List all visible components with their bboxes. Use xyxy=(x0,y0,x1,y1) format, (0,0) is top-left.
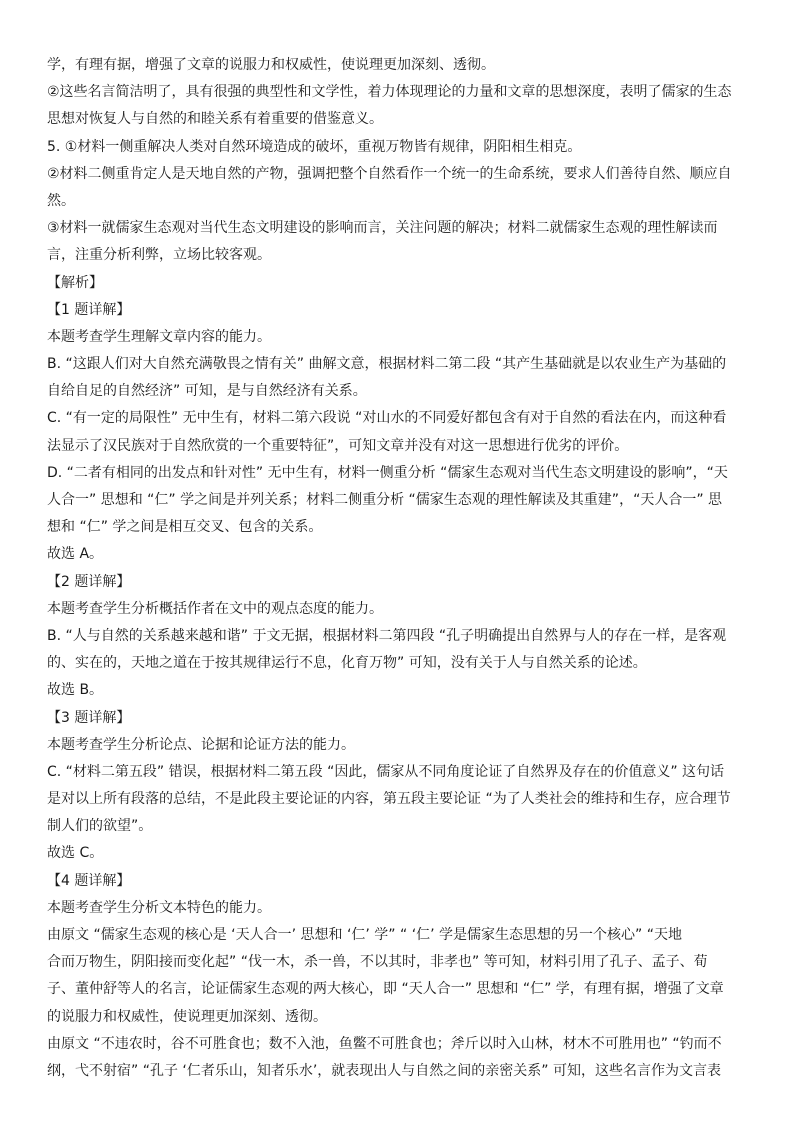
subsection-heading: 【4 题详解】 xyxy=(47,872,131,889)
text-line: ②这些名言简洁明了，具有很强的典型性和文学性，着力体现理论的力量和文章的思想深度，表明了儒家的生态 xyxy=(47,84,732,101)
text-line: 思想对恢复人与自然的和睦关系有着重要的借鉴意义。 xyxy=(47,111,383,128)
text-line: C. “材料二第五段” 错误，根据材料二第五段 “因此，儒家从不同角度论证了自然界及存在的价值意义” 这句话 xyxy=(47,763,725,780)
section-heading: 【解析】 xyxy=(47,274,103,291)
text-line: 5. ①材料一侧重解决人类对自然环境造成的破坏，重视万物皆有规律，阴阳相生相克。 xyxy=(47,138,582,155)
text-line: D. “二者有相同的出发点和针对性” 无中生有，材料一侧重分析 “儒家生态观对当代生态文明建设的影响”，“天 xyxy=(47,464,728,481)
text-line: 的说服力和权威性，使说理更加深刻、透彻。 xyxy=(47,1008,327,1025)
text-line: 本题考查学生分析概括作者在文中的观点态度的能力。 xyxy=(47,600,383,617)
text-line: ②材料二侧重肯定人是天地自然的产物，强调把整个自然看作一个统一的生命系统，要求人们善待自然、顺应自 xyxy=(47,165,732,182)
text-line: 法显示了汉民族对于自然欣赏的一个重要特征”，可知文章并没有对这一思想进行优劣的评价。 xyxy=(47,437,629,454)
text-line: 本题考查学生理解文章内容的能力。 xyxy=(47,328,271,345)
subsection-heading: 【1 题详解】 xyxy=(47,301,131,318)
text-line: 合而万物生，阴阳接而变化起” “伐一木，杀一兽，不以其时，非孝也” 等可知，材料引用了孔子、孟子、荀 xyxy=(47,954,708,971)
text-line: 是对以上所有段落的总结，不是此段主要论证的内容，第五段主要论证 “为了人类社会的维持和生存，应合理节 xyxy=(47,791,731,808)
subsection-heading: 【3 题详解】 xyxy=(47,709,131,726)
text-line: B. “这跟人们对大自然充满敬畏之情有关” 曲解文意，根据材料二第二段 “其产生基础就是以农业生产为基础的 xyxy=(47,356,727,373)
text-line: 想和 “仁” 学之间是相互交叉、包含的关系。 xyxy=(47,519,323,536)
document-page xyxy=(47,52,767,1085)
text-line: ③材料一就儒家生态观对当代生态文明建设的影响而言，关注问题的解决；材料二就儒家生态观的理性解读而 xyxy=(47,220,718,237)
text-line: 由原文 “不违农时，谷不可胜食也；数不入池，鱼鳖不可胜食也；斧斤以时入山林，材木不可胜用也” “钓而不 xyxy=(47,1035,722,1052)
text-line: 自给自足的自然经济” 可知，是与自然经济有关系。 xyxy=(47,383,367,400)
answer-line: 故选 A。 xyxy=(47,546,104,563)
text-line: 人合一” 思想和 “仁” 学之间是并列关系；材料二侧重分析 “儒家生态观的理性解读及其重建”，“天人合一” 思 xyxy=(47,492,723,508)
text-line: 学，有理有据，增强了文章的说服力和权威性，使说理更加深刻、透彻。 xyxy=(47,57,495,73)
text-line: 由原文 “儒家生态观的核心是 ‘天人合一’ 思想和 ‘仁’ 学” “ ‘仁’ 学是儒家生态思想的另一个核心” “天地 xyxy=(47,927,683,943)
text-line: 本题考查学生分析论点、论据和论证方法的能力。 xyxy=(47,736,355,753)
text-line: 然。 xyxy=(47,192,75,209)
text-line: 言，注重分析利弊，立场比较客观。 xyxy=(47,247,271,264)
subsection-heading: 【2 题详解】 xyxy=(47,573,131,590)
text-line: 子、董仲舒等人的名言，论证儒家生态观的两大核心，即 “天人合一” 思想和 “仁” 学，有理有据，增强了文章 xyxy=(47,981,724,998)
text-line: C. “有一定的局限性” 无中生有，材料二第六段说 “对山水的不同爱好都包含有对于自然的看法在内，而这种看 xyxy=(47,410,727,427)
text-line: 制人们的欲望”。 xyxy=(47,818,153,835)
text-line: B. “人与自然的关系越来越和谐” 于文无据，根据材料二第四段 “孔子明确提出自然界与人的存在一样，是客观 xyxy=(47,627,727,644)
text-line: 本题考查学生分析文本特色的能力。 xyxy=(47,899,271,916)
text-line: 的、实在的，天地之道在于按其规律运行不息，化育万物” 可知，没有关于人与自然关系的论述。 xyxy=(47,655,647,672)
text-line: 纲，弋不射宿” “孔子 ‘仁者乐山，知者乐水’，就表现出人与自然之间的亲密关系” 可知，这些名言作为文言表 xyxy=(47,1062,722,1079)
answer-line: 故选 B。 xyxy=(47,682,104,699)
answer-line: 故选 C。 xyxy=(47,845,104,862)
